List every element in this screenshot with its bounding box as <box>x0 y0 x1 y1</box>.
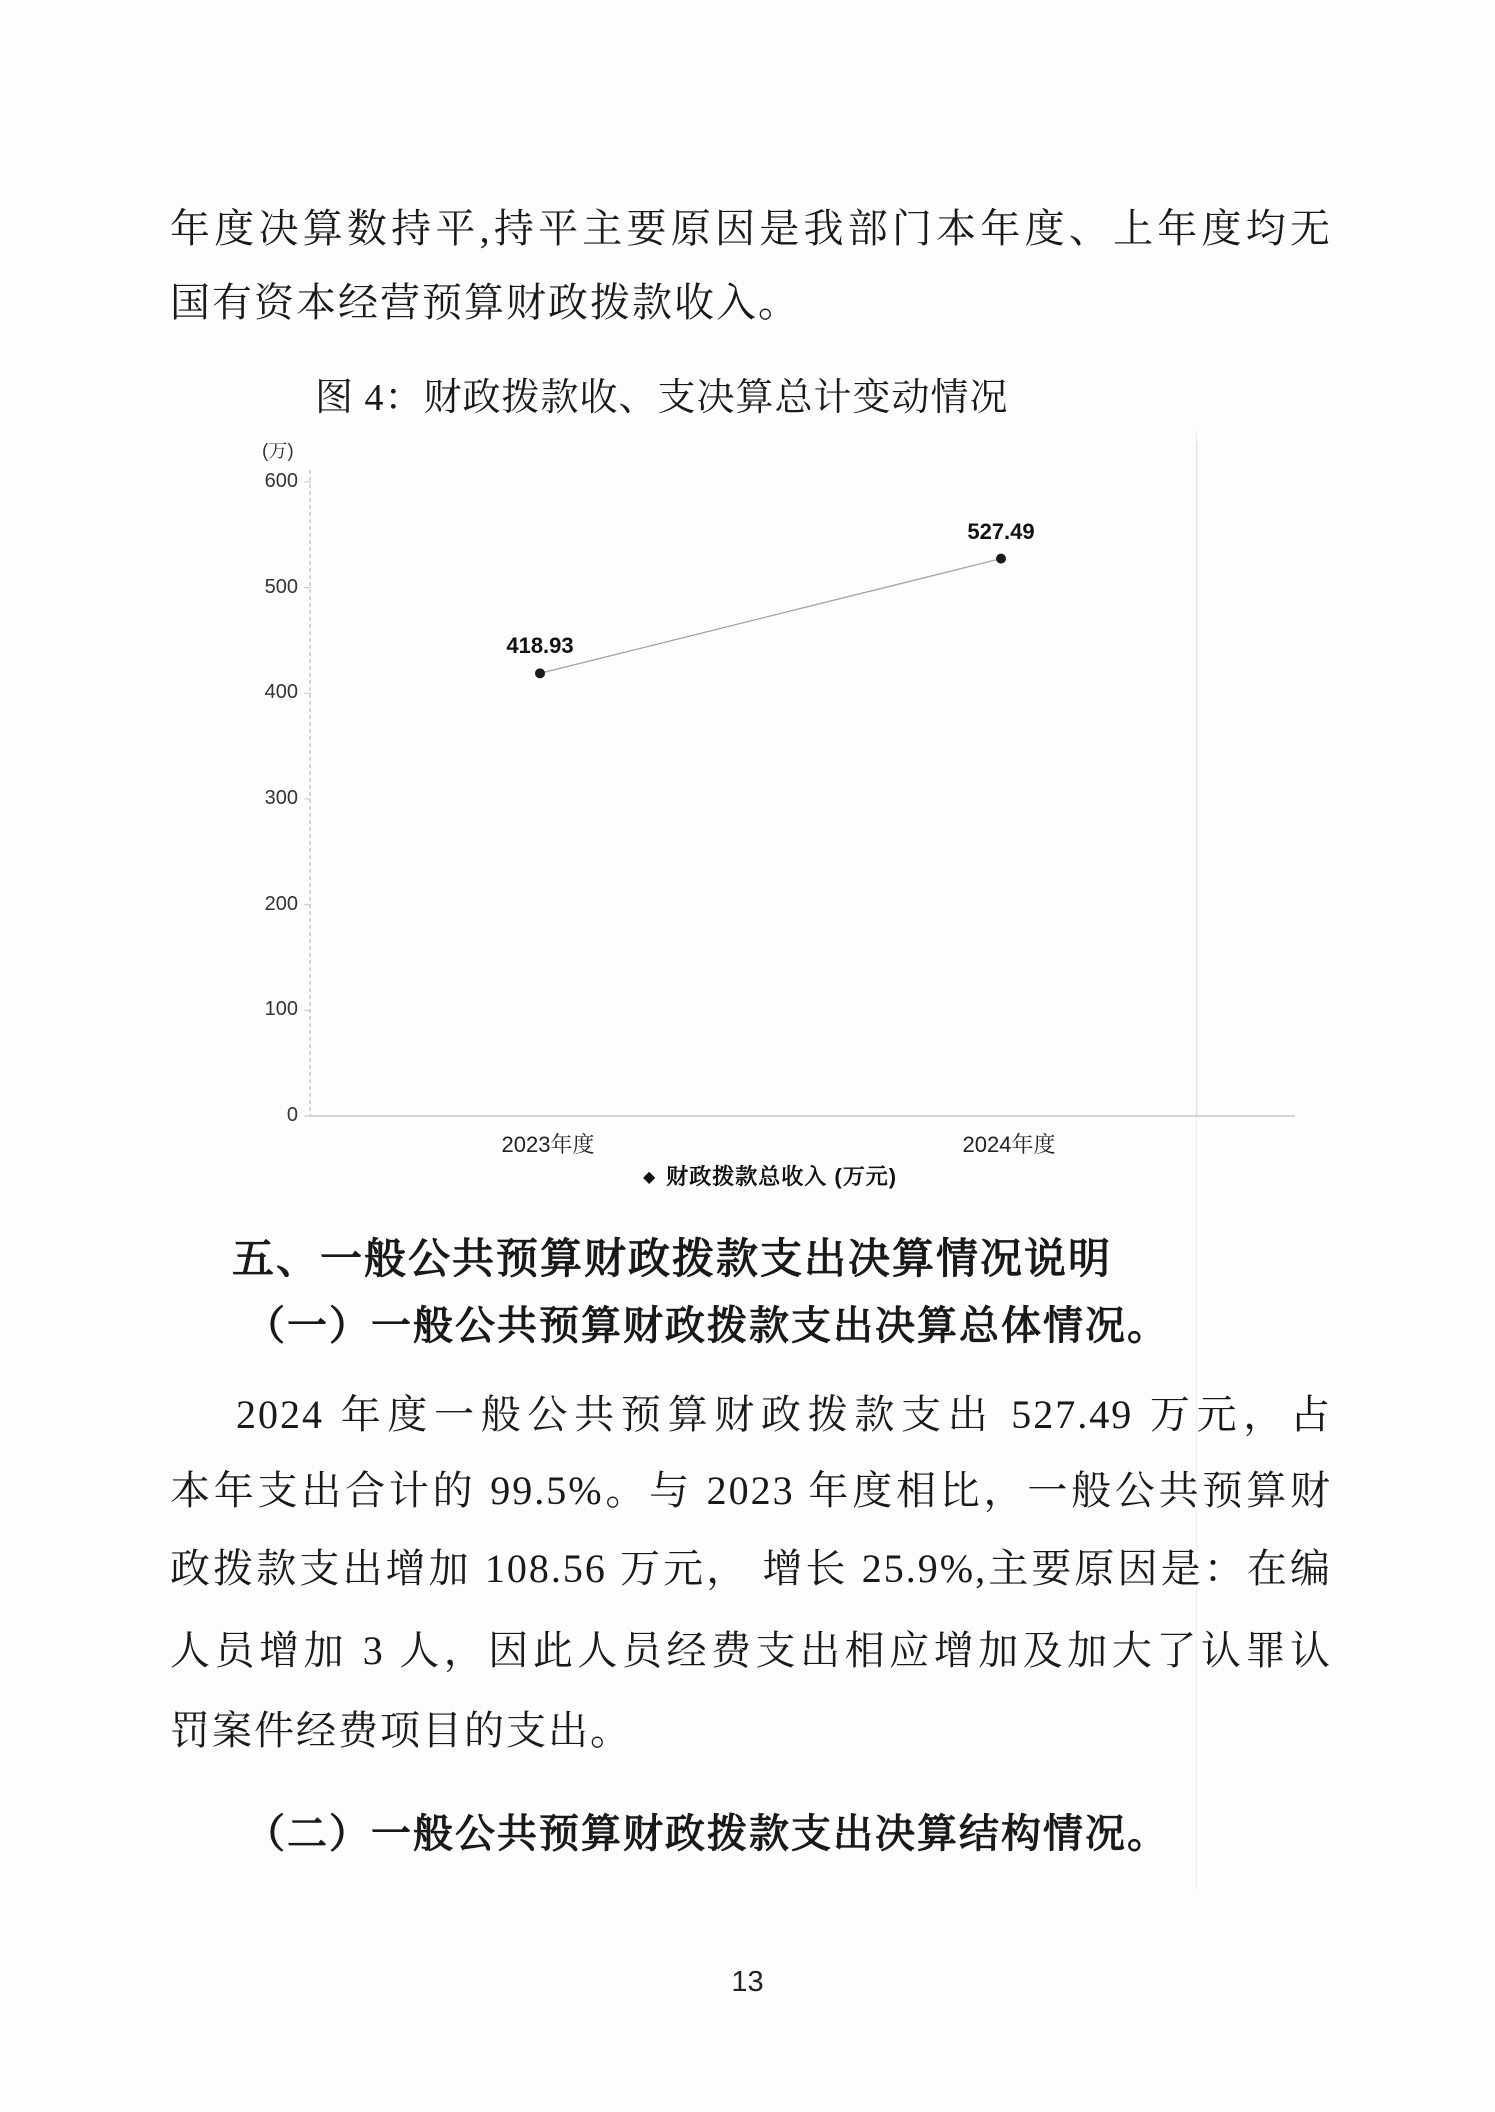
body-line: 本年支出合计的 99.5%。与 2023 年度相比，一般公共预算财 <box>170 1468 1332 1513</box>
y-axis-tick-label: 300 <box>264 787 298 809</box>
body-line: 2024 年度一般公共预算财政拨款支出 527.49 万元，占 <box>236 1392 1332 1437</box>
x-axis-category-label: 2024年度 <box>962 1132 1056 1157</box>
body-line: 政拨款支出增加 108.56 万元， 增长 25.9%,主要原因是：在编 <box>170 1546 1332 1591</box>
y-axis-tick-label: 200 <box>264 892 298 915</box>
y-axis-tick-label: 500 <box>264 575 298 598</box>
subsection-1-heading: （一）一般公共预算财政拨款支出决算总体情况。 <box>245 1303 1169 1348</box>
x-axis-category-label: 2023年度 <box>501 1132 595 1157</box>
intro-line: 国有资本经营预算财政拨款收入。 <box>170 280 800 325</box>
data-point <box>535 668 545 678</box>
section-heading: 五、一般公共预算财政拨款支出决算情况说明 <box>232 1235 1113 1282</box>
y-axis-tick-label: 100 <box>264 998 298 1021</box>
y-axis-tick-label: 0 <box>286 1104 298 1126</box>
figure-line-chart <box>150 430 1360 1220</box>
y-axis-tick-label: 400 <box>264 681 298 704</box>
legend-marker-icon: ◆ <box>642 1169 657 1186</box>
y-axis-tick-label: 600 <box>264 470 298 492</box>
chart-canvas <box>150 430 1360 1220</box>
data-point-label: 418.93 <box>506 633 574 659</box>
chart-series-group <box>304 482 1006 1116</box>
figure-caption: 图 4：财政拨款收、支决算总计变动情况 <box>315 377 1009 419</box>
page-number: 13 <box>731 1966 764 1998</box>
body-line: 罚案件经费项目的支出。 <box>170 1708 632 1753</box>
body-line: 人员增加 3 人，因此人员经费支出相应增加及加大了认罪认 <box>170 1628 1332 1673</box>
chart-legend <box>470 1160 1070 1191</box>
y-axis-unit-label: (万) <box>262 441 294 462</box>
data-point <box>996 554 1006 564</box>
intro-line: 年度决算数持平,持平主要原因是我部门本年度、上年度均无 <box>170 206 1332 251</box>
data-point-label: 527.49 <box>967 518 1035 544</box>
legend-series-label: 财政拨款总收入 (万元) <box>666 1164 898 1189</box>
subsection-2-heading: （二）一般公共预算财政拨款支出决算结构情况。 <box>245 1811 1169 1856</box>
